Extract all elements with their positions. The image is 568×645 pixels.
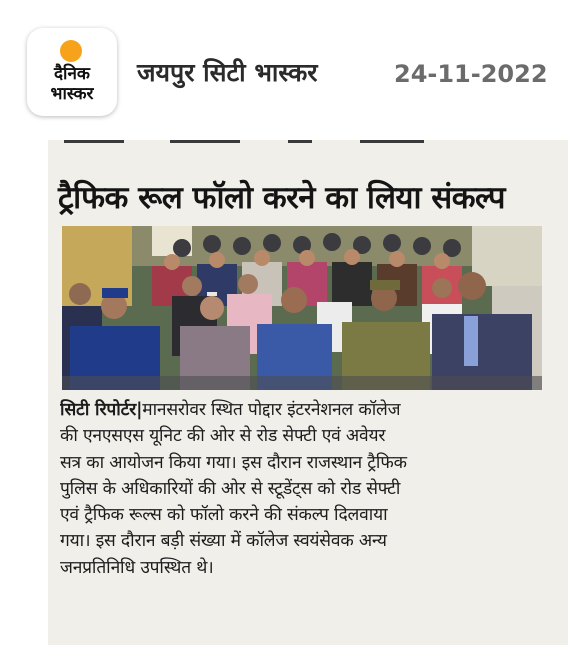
dainik-bhaskar-logo[interactable] <box>27 28 117 116</box>
edition-title: जयपुर सिटी भास्कर <box>137 58 318 87</box>
logo-text-line1: दैनिक <box>54 64 90 84</box>
app-header <box>0 0 568 140</box>
article-line-3: सत्र का आयोजन किया गया। इस दौरान राजस्थान ट्रैफिक <box>60 452 407 473</box>
byline-separator: | <box>136 400 143 420</box>
article-line-2: की एनएसएस यूनिट की ओर से रोड सेफ्टी एवं अवेयर <box>60 426 386 447</box>
sun-icon <box>60 40 82 62</box>
article-line-5: एवं ट्रैफिक रूल्स को फॉलो करने की संकल्प दिलवाया <box>60 505 388 526</box>
logo-text-line2: भास्कर <box>50 84 94 104</box>
clipped-text-remnant <box>60 140 520 148</box>
article-text: मानसरोवर स्थित पोद्दार इंटरनेशनल कॉलेज <box>142 400 401 420</box>
article-line-7: जनप्रतिनिधि उपस्थित थे। <box>60 557 214 578</box>
article-headline: ट्रैफिक रूल फॉलो करने का लिया संकल्प <box>58 180 505 216</box>
article-body <box>60 397 546 581</box>
article-byline: सिटी रिपोर्टर <box>60 400 137 420</box>
article-line-1 <box>60 397 546 423</box>
edition-date: 24-11-2022 <box>394 60 548 88</box>
article-line-4: पुलिस के अधिकारियों की ओर से स्टूडेंट्स को रोड सेफ्टी <box>60 478 401 499</box>
article-photo <box>62 226 542 390</box>
article-line-6: गया। इस दौरान बड़ी संख्या में कॉलेज स्वयंसेवक अन्य <box>60 531 387 552</box>
audience-photo <box>62 226 542 390</box>
